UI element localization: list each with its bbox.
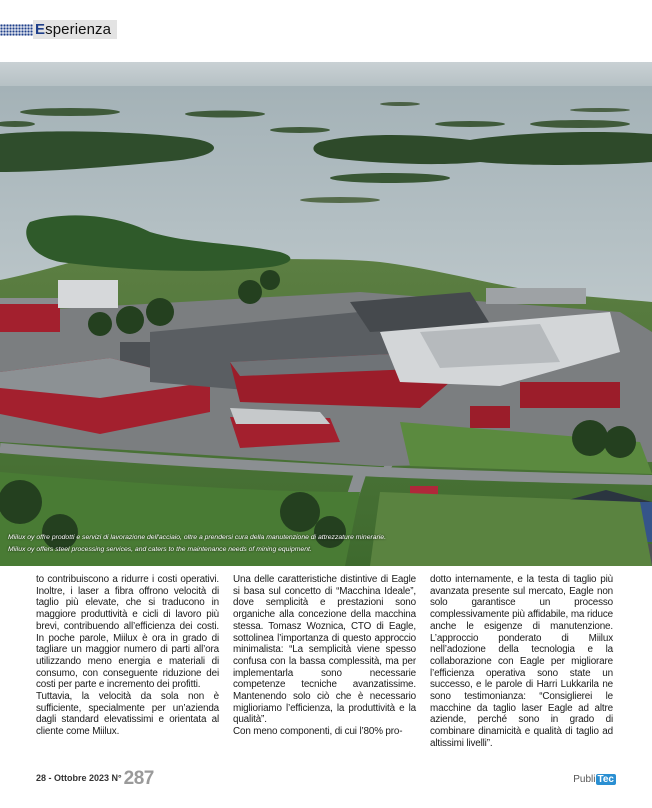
paragraph: Tuttavia, la velocità da sola non è sufficiente, specialmente per un’azienda dagli standard elevatissimi e orientata al cliente come Miilux. bbox=[36, 691, 219, 738]
paragraph: to contribuiscono a ridurre i costi operativi. Inoltre, i laser a fibra offrono velocità di taglio più elevate, che si traducono in maggiore produttività e cicli di lavoro più brevi, contribuendo all’efficienza dei costi. In poche parole, Miilux è ora in grado di tagliare un maggior numero di parti all’ora utilizzando meno energia e materiali di consumo, con conseguente riduzione dei costi per parte e incremento dei profitti. bbox=[36, 574, 219, 691]
section-initial: E bbox=[35, 21, 46, 38]
aerial-photo bbox=[0, 62, 652, 566]
section-label-rest: sperienza bbox=[45, 21, 112, 38]
section-header bbox=[0, 18, 652, 42]
section-label bbox=[33, 20, 117, 39]
paragraph: Una delle caratteristiche distintive di Eagle si basa sul concetto di “Macchina Ideale”, dove semplicità e prestazioni sono organiche alla concezione della macchina stessa. Tomasz Woznica, CTO di Eagle, sottolinea l’importanza di questo approccio minimalista: “La semplicità viene spesso confusa con la bassa complessità, ma per implementarla sono necessarie competenze tecniche avanzatissime. Mantenendo solo ciò che è necessario miglioriamo l’efficienza, la produttività e la qualità”. bbox=[233, 574, 416, 726]
photo-caption-italian: Miilux oy offre prodotti e servizi di lavorazione dell'acciaio, oltre a prendersi cura della manutenzione di attrezzature minerarie. bbox=[8, 534, 386, 541]
text-column-1 bbox=[36, 574, 219, 738]
photo-caption bbox=[8, 532, 386, 556]
issue-number: 287 bbox=[123, 768, 154, 789]
paragraph: dotto internamente, e la testa di taglio più avanzata presente sul mercato, Eagle non solo garantisce un processo complessivamente più affidabile, ma riduce anche le esigenze di manutenzione. L’approccio ponderato di Miilux nell’adozione della tecnologia e la collaborazione con Eagle per migliorare l’efficienza operativa sono state un successo, e le parole di Harri Lukkarila ne sono testimonianza: “Consiglierei le macchine da taglio laser Eagle ad altre aziende, perché sono in grado di combinare dinamicità e qualità di taglio ad altissimi livelli”. bbox=[430, 574, 613, 749]
folio-text: 28 - Ottobre 2023 N° bbox=[36, 773, 122, 783]
page-folio bbox=[36, 768, 154, 790]
article-body bbox=[36, 574, 640, 754]
dot-pattern-decoration bbox=[0, 24, 33, 36]
publitec-logo bbox=[573, 774, 616, 785]
logo-text: Publi bbox=[573, 774, 596, 785]
logo-tag: Tec bbox=[597, 774, 614, 785]
page-footer bbox=[36, 766, 616, 788]
aerial-photo-illustration bbox=[0, 62, 652, 566]
paragraph: Con meno componenti, di cui l’80% pro- bbox=[233, 726, 403, 738]
text-column-2 bbox=[233, 574, 416, 738]
photo-caption-english: Miilux oy offers steel processing services, and caters to the maintenance needs of mining equipment. bbox=[8, 546, 312, 553]
text-column-3 bbox=[430, 574, 613, 750]
